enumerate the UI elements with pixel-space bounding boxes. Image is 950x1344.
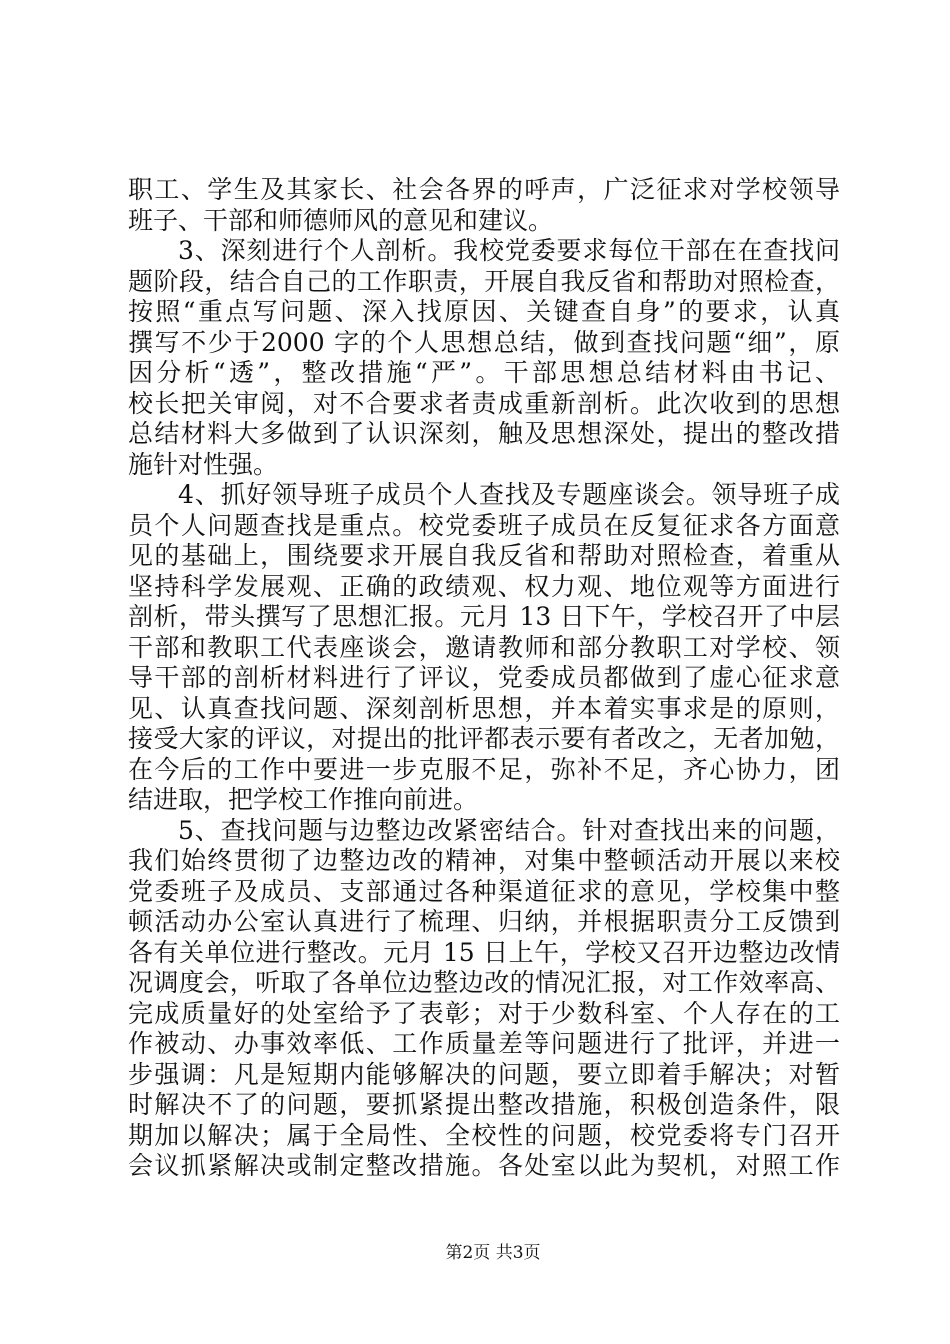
- body-text: [128, 175, 840, 1182]
- text-line: 校长把关审阅，对不合要求者责成重新剖析。此次收到的思想: [128, 388, 840, 418]
- text-line: 因分析“透”，整改措施“严”。干部思想总结材料由书记、: [128, 358, 840, 387]
- text-line: 见、认真查找问题、深刻剖析思想，并本着实事求是的原则，: [128, 693, 840, 723]
- page-number-footer: 第2页 共3页: [445, 1243, 541, 1263]
- text-line: 撰写不少于2000 字的个人思想总结，做到查找问题“细”，原: [128, 327, 840, 357]
- text-line: 会议抓紧解决或制定整改措施。各处室以此为契机，对照工作: [128, 1151, 840, 1180]
- text-line: 在今后的工作中要进一步克服不足，弥补不足，齐心协力，团: [128, 754, 840, 784]
- text-line: 党委班子及成员、支部通过各种渠道征求的意见，学校集中整: [128, 876, 840, 906]
- text-line: 坚持科学发展观、正确的政绩观、权力观、地位观等方面进行: [128, 571, 840, 601]
- paragraph-start-line: 4、抓好领导班子成员个人查找及专题座谈会。领导班子成: [178, 480, 840, 509]
- text-line: 干部和教职工代表座谈会，邀请教师和部分教职工对学校、领: [128, 632, 840, 662]
- text-line: 题阶段，结合自己的工作职责，开展自我反省和帮助对照检查，: [128, 266, 840, 296]
- text-line: 导干部的剖析材料进行了评议，党委成员都做到了虚心征求意: [128, 663, 840, 692]
- text-line: 完成质量好的处室给予了表彰；对于少数科室、个人存在的工: [128, 998, 840, 1028]
- paragraph-start-line: 3、深刻进行个人剖析。我校党委要求每位干部在在查找问: [178, 236, 840, 265]
- text-line: 接受大家的评议，对提出的批评都表示要有者改之，无者加勉，: [128, 724, 840, 753]
- text-line: 各有关单位进行整改。元月 15 日上午，学校又召开边整边改情: [128, 937, 840, 967]
- text-line: 剖析，带头撰写了思想汇报。元月 13 日下午，学校召开了中层: [128, 602, 840, 631]
- text-line: 时解决不了的问题，要抓紧提出整改措施，积极创造条件，限: [128, 1090, 840, 1119]
- text-line: 期加以解决；属于全局性、全校性的问题，校党委将专门召开: [128, 1120, 840, 1150]
- text-line: 况调度会，听取了各单位边整边改的情况汇报，对工作效率高、: [128, 968, 840, 997]
- text-line: 顿活动办公室认真进行了梳理、归纳，并根据职责分工反馈到: [128, 907, 840, 936]
- text-line: 步强调：凡是短期内能够解决的问题，要立即着手解决；对暂: [128, 1059, 840, 1089]
- text-line: 班子、干部和师德师风的意见和建议。: [128, 205, 554, 235]
- text-line: 施针对性强。: [128, 449, 279, 479]
- text-line: 总结材料大多做到了认识深刻，触及思想深处，提出的整改措: [128, 419, 840, 448]
- text-line: 员个人问题查找是重点。校党委班子成员在反复征求各方面意: [128, 510, 840, 540]
- text-line: 作被动、办事效率低、工作质量差等问题进行了批评，并进一: [128, 1029, 840, 1058]
- text-line: 见的基础上，围绕要求开展自我反省和帮助对照检查，着重从: [128, 541, 840, 570]
- text-line: 结进取，把学校工作推向前进。: [128, 785, 479, 814]
- text-line: 按照“重点写问题、深入找原因、关键查自身”的要求，认真: [128, 297, 840, 326]
- text-line: 我们始终贯彻了边整边改的精神，对集中整顿活动开展以来校: [128, 846, 840, 875]
- paragraph-start-line: 5、查找问题与边整边改紧密结合。针对查找出来的问题，: [178, 815, 840, 845]
- text-line: 职工、学生及其家长、社会各界的呼声，广泛征求对学校领导: [128, 175, 840, 204]
